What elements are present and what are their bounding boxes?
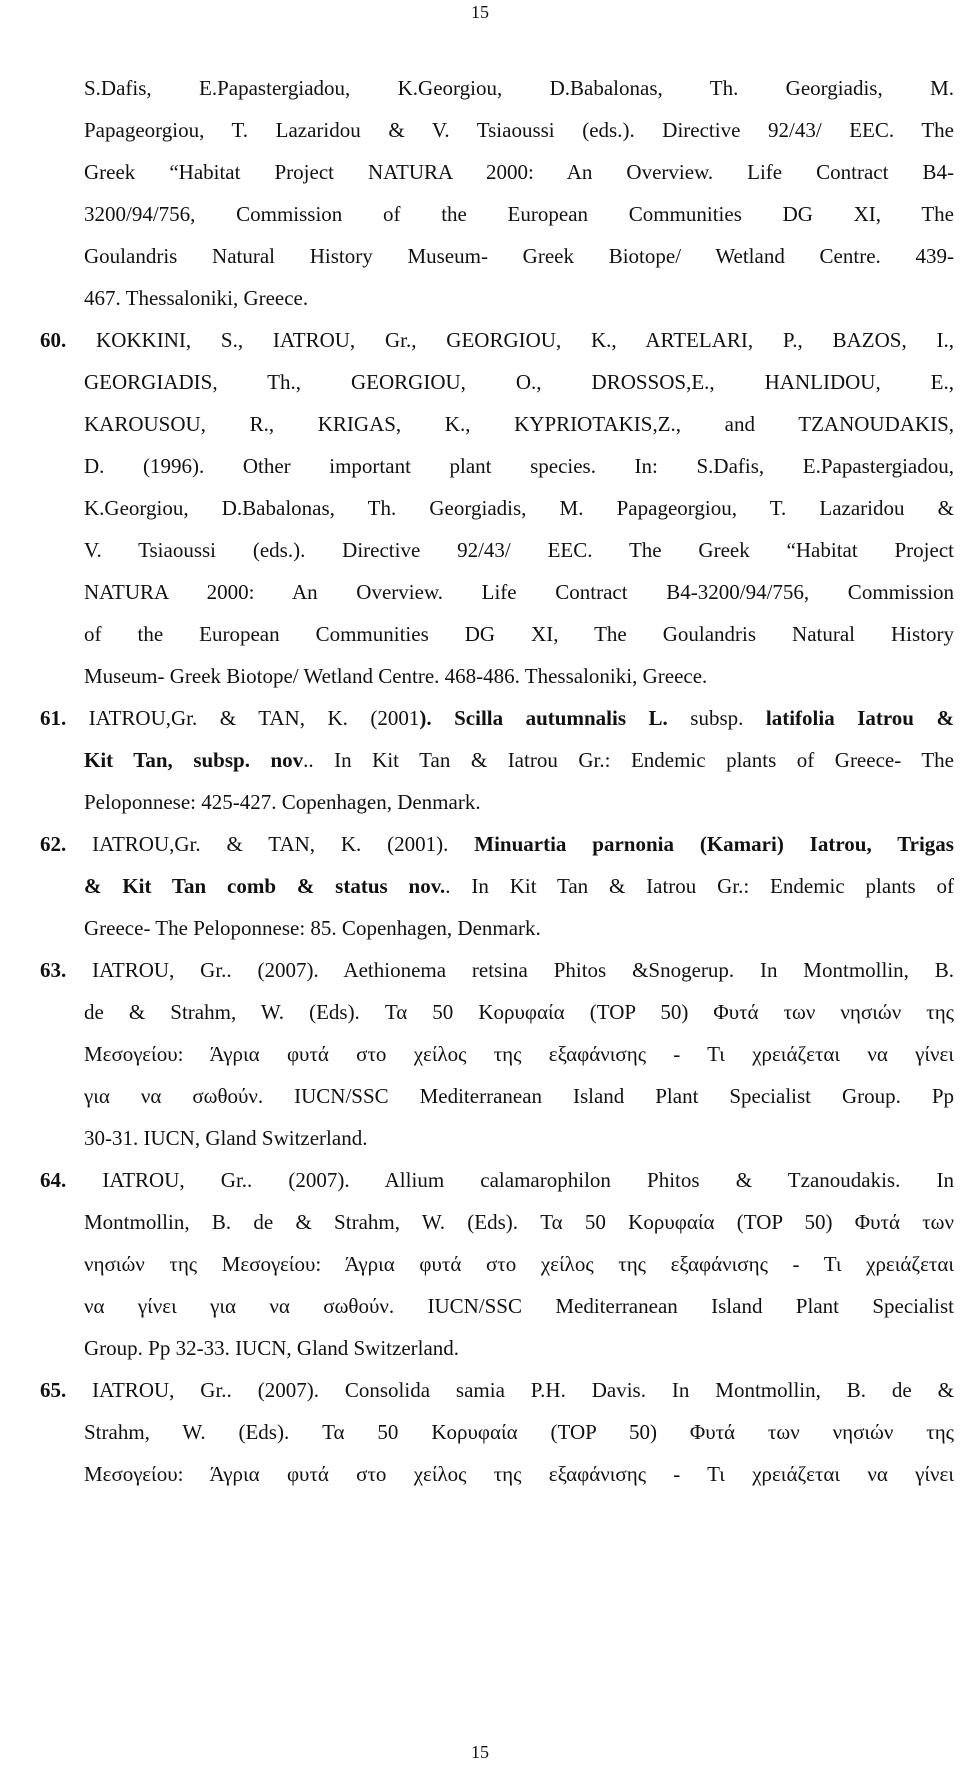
reference-number: 63. bbox=[40, 958, 67, 982]
text-run: de & Strahm, W. (Eds). Τα 50 Κορυφαία (TOP 50) Φυτά των νησιών της bbox=[84, 1000, 954, 1024]
text-run: D. (1996). Other important plant species. In: S.Dafis, E.Papastergiadou, bbox=[84, 454, 954, 478]
reference-63-line bbox=[40, 956, 954, 984]
text-run: 467. Thessaloniki, Greece. bbox=[84, 286, 309, 310]
reference-text-line bbox=[84, 1334, 954, 1362]
text-run: IATROU,Gr. & TAN, K. (2001). bbox=[66, 832, 475, 856]
species-name: Kit Tan, subsp. nov bbox=[84, 748, 304, 772]
text-run: IATROU, Gr.. (2007). Allium calamarophilon Phitos & Tzanoudakis. In bbox=[66, 1168, 954, 1192]
reference-text-line bbox=[84, 1040, 954, 1068]
text-run: να γίνει για να σωθούν. IUCN/SSC Mediterranean Island Plant Specialist bbox=[84, 1294, 954, 1318]
reference-text-line bbox=[84, 1082, 954, 1110]
text-run: IATROU, Gr.. (2007). Aethionema retsina Phitos &Snogerup. In Montmollin, B. bbox=[66, 958, 954, 982]
text-run: νησιών της Μεσογείου: Άγρια φυτά στο χείλος της εξαφάνισης - Τι χρειάζεται bbox=[84, 1252, 954, 1276]
text-run: 30-31. IUCN, Gland Switzerland. bbox=[84, 1126, 368, 1150]
text-run: Papageorgiou, T. Lazaridou & V. Tsiaoussi (eds.). Directive 92/43/ EEC. The bbox=[84, 118, 954, 142]
reference-text-line bbox=[84, 452, 954, 480]
species-name: & Kit Tan comb & status nov. bbox=[84, 874, 446, 898]
reference-text-line bbox=[84, 74, 954, 102]
species-name: latifolia Iatrou & bbox=[765, 706, 954, 730]
text-run: KOKKINI, S., IATROU, Gr., GEORGIOU, K., ARTELARI, P., BAZOS, I., bbox=[66, 328, 954, 352]
species-name: Scilla autumnalis L. bbox=[454, 706, 668, 730]
text-run: Greece- The Peloponnese: 85. Copenhagen, Denmark. bbox=[84, 916, 541, 940]
text-run: Montmollin, B. de & Strahm, W. (Eds). Τα 50 Κορυφαία (TOP 50) Φυτά των bbox=[84, 1210, 954, 1234]
reference-text-line bbox=[84, 914, 954, 942]
text-run: GEORGIADIS, Th., GEORGIOU, O., DROSSOS,E., HANLIDOU, E., bbox=[84, 370, 954, 394]
text-run: Μεσογείου: Άγρια φυτά στο χείλος της εξαφάνισης - Τι χρειάζεται να γίνει bbox=[84, 1042, 954, 1066]
text-run: S.Dafis, E.Papastergiadou, K.Georgiou, D.Babalonas, Th. Georgiadis, M. bbox=[84, 76, 954, 100]
text-run: Museum- Greek Biotope/ Wetland Centre. 468-486. Thessaloniki, Greece. bbox=[84, 664, 708, 688]
reference-text-line bbox=[84, 1292, 954, 1320]
reference-number: 60. bbox=[40, 328, 67, 352]
text-run: Peloponnese: 425-427. Copenhagen, Denmark. bbox=[84, 790, 481, 814]
text-run: V. Tsiaoussi (eds.). Directive 92/43/ EEC. The Greek “Habitat Project bbox=[84, 538, 954, 562]
text-run: KAROUSOU, R., KRIGAS, K., KYPRIOTAKIS,Z., and TZANOUDAKIS, bbox=[84, 412, 954, 436]
reference-62-line bbox=[40, 830, 954, 858]
text-run: Greek “Habitat Project NATURA 2000: An Overview. Life Contract B4- bbox=[84, 160, 954, 184]
reference-text-line bbox=[84, 662, 954, 690]
page-number-top: 15 bbox=[471, 2, 489, 22]
reference-number: 62. bbox=[40, 832, 67, 856]
reference-text-line bbox=[84, 368, 954, 396]
reference-text-line bbox=[84, 872, 954, 900]
reference-text-line bbox=[84, 746, 954, 774]
reference-text-line bbox=[84, 1418, 954, 1446]
text-run: Strahm, W. (Eds). Τα 50 Κορυφαία (TOP 50) Φυτά των νησιών της bbox=[84, 1420, 954, 1444]
text-run: K.Georgiou, D.Babalonas, Th. Georgiadis, M. Papageorgiou, T. Lazaridou & bbox=[84, 496, 954, 520]
reference-text-line bbox=[84, 1460, 954, 1488]
text-run: για να σωθούν. IUCN/SSC Mediterranean Island Plant Specialist Group. Pp bbox=[84, 1084, 954, 1108]
text-run: .. In Kit Tan & Iatrou Gr.: Endemic plants of Greece- The bbox=[303, 748, 954, 772]
text-run: ). bbox=[419, 706, 432, 730]
reference-text-line bbox=[84, 284, 954, 312]
reference-text-line bbox=[84, 788, 954, 816]
text-run: 3200/94/756, Commission of the European Communities DG XI, The bbox=[84, 202, 954, 226]
text-run: Μεσογείου: Άγρια φυτά στο χείλος της εξαφάνισης - Τι χρειάζεται να γίνει bbox=[84, 1462, 954, 1486]
text-run: IATROU, Gr.. (2007). Consolida samia P.H. Davis. In Montmollin, B. de & bbox=[66, 1378, 954, 1402]
reference-text-line bbox=[84, 1124, 954, 1152]
page-number-bottom: 15 bbox=[471, 1742, 489, 1762]
text-run bbox=[432, 706, 455, 730]
reference-text-line bbox=[84, 1208, 954, 1236]
reference-text-line bbox=[84, 998, 954, 1026]
species-name: Minuartia parnonia (Kamari) Iatrou, Trigas bbox=[474, 832, 954, 856]
text-run: Goulandris Natural History Museum- Greek Biotope/ Wetland Centre. 439- bbox=[84, 244, 954, 268]
reference-65-line bbox=[40, 1376, 954, 1404]
reference-number: 64. bbox=[40, 1168, 67, 1192]
reference-text-line bbox=[84, 242, 954, 270]
text-run: of the European Communities DG XI, The Goulandris Natural History bbox=[84, 622, 954, 646]
reference-number: 65. bbox=[40, 1378, 67, 1402]
reference-text-line bbox=[84, 1250, 954, 1278]
reference-text-line bbox=[84, 620, 954, 648]
text-run: Group. Pp 32-33. IUCN, Gland Switzerland. bbox=[84, 1336, 460, 1360]
reference-text-line bbox=[84, 578, 954, 606]
text-run: NATURA 2000: An Overview. Life Contract B4-3200/94/756, Commission bbox=[84, 580, 954, 604]
reference-text-line bbox=[84, 410, 954, 438]
reference-text-line bbox=[84, 158, 954, 186]
reference-60-line bbox=[40, 326, 954, 354]
text-run: IATROU,Gr. & TAN, K. (2001 bbox=[66, 706, 420, 730]
reference-64-line bbox=[40, 1166, 954, 1194]
reference-text-line bbox=[84, 200, 954, 228]
reference-number: 61. bbox=[40, 706, 67, 730]
reference-text-line bbox=[84, 116, 954, 144]
reference-text-line bbox=[84, 494, 954, 522]
reference-61-line bbox=[40, 704, 954, 732]
text-run: . In Kit Tan & Iatrou Gr.: Endemic plants of bbox=[445, 874, 955, 898]
reference-text-line bbox=[84, 536, 954, 564]
text-run: subsp. bbox=[667, 706, 766, 730]
